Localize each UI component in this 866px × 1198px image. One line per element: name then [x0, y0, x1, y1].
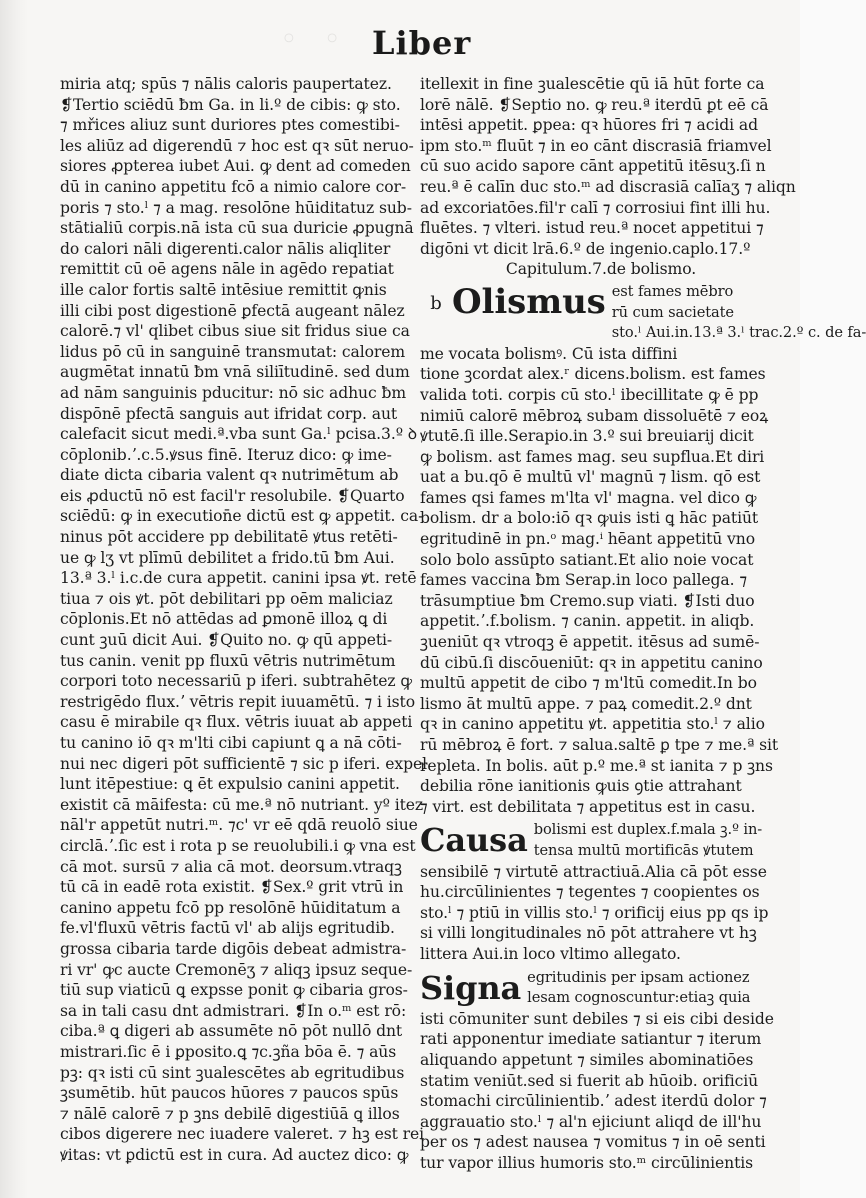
text-line: ❡Tertio sciēdū ƀm Ga. in li.º de cibis: ꝙ sto.	[60, 95, 401, 114]
text-line: est fames mēbro	[611, 282, 734, 300]
text-line: lunt itēpestiue: ꝗ ēt expulsio canini appetit.	[60, 775, 400, 794]
text-line: lorē nālē. ❡Septio no. ꝙ reu.ª iterdū ꝑt eē cā	[420, 95, 769, 114]
text-line: stomachi circūlinientib.ʼ adest iterdū dolor ⁊	[420, 1092, 767, 1111]
text-line: poris ⁊ sto.ˡ ⁊ a mag. resolōne hūiditatuz sub-	[60, 198, 412, 217]
text-line: les aliūz ad digerendū ⁊ hoc est qꝛ sūt neruo-	[60, 136, 414, 155]
text-line: canino appetu fcō pp resolōnē hūiditatum a	[60, 898, 401, 917]
text-line: dispōnē pfectā sanguis aut ifridat corp. aut	[60, 404, 398, 423]
text-line: sa in tali casu dnt admistrari. ❡In o.ᵐ est rō:	[60, 1001, 407, 1020]
text-line: itellexit in fine ꝫualescētie qū iā hūt forte ca	[420, 75, 765, 93]
text-line: cā mot. sursū ⁊ alia cā mot. deorsum.vtraqꝫ	[60, 857, 402, 876]
text-line: cunt ꝫuū dicit Aui. ❡Quito no. ꝙ qū appeti-	[60, 631, 393, 650]
text-line: bolismi est duplex.f.mala ꝫ.º in-	[533, 821, 763, 839]
text-line: illi cibi post digestionē ꝑfectā augeant nālez	[60, 301, 405, 320]
text-line: restrigēdo flux.ʼ vētris repit iuuamētū. ⁊ i isto	[60, 692, 415, 711]
text-line: ꝫueniūt qꝛ vtroqꝫ ē appetit. itēsus ad sumē-	[420, 633, 760, 652]
text-line: 13.ª 3.ˡ i.c.de cura appetit. canini ipsa ꝟt. retē	[60, 569, 417, 588]
text-line: tus canin. venit pp fluxū vētris nutrimētum	[60, 651, 396, 670]
text-line: fames qsi fames m'lta vl' magna. vel dico ꝙ	[420, 488, 757, 507]
text-line: cibos digerere nec iuadere valeret. ⁊ hꝫ est rei	[60, 1125, 425, 1144]
text-line: me vocata bolismꝰ. Cū ista diffini	[420, 344, 678, 363]
text-line: do calori nāli digerenti.calor nālis aliqliter	[60, 239, 391, 258]
initial-word-lines	[612, 282, 866, 344]
text-line: solo bolo assūpto satiant.Et alio noie vocat	[420, 550, 754, 569]
text-line: sto.ˡ ⁊ ptiū in villis sto.ˡ ⁊ orificij eius pp qs ip	[420, 903, 769, 922]
text-line: cū suo acido sapore cānt appetitū itēsuʒ.ſi n	[420, 157, 766, 176]
signa-heading-lines	[527, 968, 772, 1009]
text-line: ad excoriatōes.fil'r calī ⁊ corrosiui fint illi hu.	[420, 198, 771, 217]
text-line: egritudinē in pn.ᵒ mag.ⁱ hēant appetitū vno	[420, 530, 755, 549]
right-column	[420, 74, 866, 1173]
text-line: miria atq; spūs ⁊ nālis caloris paupertatez.	[60, 75, 392, 93]
text-line: valida toti. corpis cū sto.ˡ ibecillitate ꝙ ē pp	[420, 385, 759, 404]
text-line: trāsumptiue ƀm Cremo.sup viati. ❡Isti duo	[420, 591, 755, 610]
text-line: sciēdū: ꝙ in execution̄e dictū est ꝙ appetit. ca-	[60, 507, 424, 526]
text-line: appetit.ʼ.f.bolism. ⁊ canin. appetit. in aliqb.	[420, 612, 755, 631]
text-line: egritudinis per ipsam actionez	[527, 968, 750, 986]
text-line: ille calor fortis saltē intēsiue remittit ꝙnis	[60, 280, 387, 299]
text-line: tu canino iō qꝛ m'lti cibi capiunt ꝗ a nā cōti-	[60, 734, 402, 752]
text-line: ꝙ bolism. ast fames mag. seu supflua.Et diri	[420, 447, 765, 466]
text-line: diate dicta cibaria valent qꝛ nutrimētum ab	[60, 466, 399, 485]
text-line: remittit cū oē agens nāle in agēdo repatiat	[60, 260, 394, 279]
text-line: fames vaccina ƀm Serap.in loco pallega. ⁊	[420, 571, 747, 590]
right-column-middle-text	[420, 344, 779, 818]
bleed-through-text: ◦ ◦	[280, 22, 349, 57]
text-line: aggrauatio sto.ˡ ⁊ al'n ejiciunt aliqd de ill'hu	[420, 1112, 762, 1131]
text-line: grossa cibaria tarde digōis debeat admistra-	[60, 939, 407, 958]
text-line: isti cōmuniter sunt debiles ⁊ si eis cibi deside	[420, 1009, 774, 1028]
text-line: circlā.ʼ.ſic est i rota p se reuolubili.i ꝙ vna est	[60, 836, 416, 855]
text-line: ⁊ mřices aliuz sunt duriores ptes comestibi-	[60, 116, 400, 135]
right-column-top-text	[420, 74, 796, 259]
text-line: nui nec digeri pōt sufficientē ⁊ sic p iferi. expel	[60, 754, 427, 773]
text-line: siores ꝓpterea iubet Aui. ꝙ dent ad comeden	[60, 157, 411, 176]
causa-heading-lines	[534, 820, 772, 861]
text-line: tur vapor illius humoris sto.ᵐ circūlinientis	[420, 1153, 754, 1172]
causa-section	[420, 820, 772, 861]
text-line: si villi longitudinales nō pōt attrahere vt hꝫ	[420, 924, 757, 943]
text-line: nāl'r appetūt nutri.ᵐ. ⁊c' vr eē qdā reuolō siue	[60, 816, 418, 835]
text-line: lismo āt multū appe. ⁊ paꝝ comedit.2.º dnt	[420, 694, 752, 713]
text-line: statim veniūt.sed si fuerit ab hūoib. orificiū	[420, 1071, 759, 1090]
text-line: ue ꝙ lʒ vt plīmū debilitet a frido.tū ƀm Aui.	[60, 548, 395, 567]
text-line: uat a bu.qō ē multū vl' magnū ⁊ lism. qō est	[420, 468, 761, 487]
text-line: calefacit sicut medi.ª.vba sunt Ga.ˡ pcisa.3.º ꝺ	[60, 425, 418, 444]
text-line: ipm sto.ᵐ fluūt ⁊ in eo cānt discrasiā friamvel	[420, 136, 772, 155]
text-line: fe.vl'fluxū vētris factū vl' ab alijs egritudib.	[60, 919, 395, 938]
signa-section	[420, 968, 772, 1009]
text-line: per os ⁊ adest nausea ⁊ vomitus ⁊ in oē senti	[420, 1133, 766, 1152]
text-line: casu ē mirabile qꝛ flux. vētris iuuat ab appeti	[60, 713, 413, 732]
text-line: dū cibū.ſi discōueniūt: qꝛ in appetitu canino	[420, 653, 763, 672]
chapter-heading: Capitulum.7.de bolismo.	[505, 260, 697, 279]
text-line: dū in canino appetitu fcō a nimio calore cor-	[60, 177, 407, 196]
text-line: sto.ˡ Aui.in.13.ª 3.ˡ trac.2.º c. de fa-	[611, 324, 866, 342]
text-line: cōplonib.ʼ.c.5.ꝟsus finē. Iteruz dico: ꝙ ime-	[60, 445, 392, 464]
signa-heading: Signa	[420, 968, 522, 1007]
page-edge-shadow	[0, 0, 28, 1198]
text-line: tiū sup viaticū ꝗ expsse ponit ꝙ cibaria gros-	[60, 981, 408, 1000]
text-line: stātialiū corpis.nā ista cū sua duricie ꝓpugnā	[60, 219, 414, 238]
text-line: rati apponentur imediate satiantur ⁊ iterum	[420, 1030, 762, 1049]
text-line: aliquando appetunt ⁊ similes abominatiōes	[420, 1050, 754, 1069]
text-line: nimiū calorē mēbroꝝ subam dissoluētē ⁊ eoꝝ	[420, 406, 769, 425]
text-line: pꝫ: qꝛ isti cū sint ꝫualescētes ab egritudibus	[60, 1063, 405, 1082]
text-line: fluētes. ⁊ vlteri. istud reu.ª nocet appetitui ⁊	[420, 219, 764, 238]
text-line: ad nām sanguinis pducitur: nō sic adhuc ƀm	[60, 383, 407, 402]
text-line: ⁊ nālē calorē ⁊ p ꝫns debilē digestiūā ꝗ illos	[60, 1104, 400, 1123]
text-line: ri vr' ꝙc aucte Cremonēʒ ⁊ aliqꝫ ipsuz seque-	[60, 960, 413, 979]
text-line: ninus pōt accidere pp debilitatē ꝟtus retēti-	[60, 528, 398, 547]
text-line: augmētat innatū ƀm vnā siliītudinē. sed dum	[60, 363, 410, 382]
chapter-opening	[420, 281, 866, 344]
text-line: corpori toto necessariū p iferi. subtrahētez ꝙ	[60, 672, 412, 691]
text-line: tensa multū mortificās ꝟtutem	[533, 841, 754, 859]
left-column	[60, 74, 427, 1165]
text-line: repleta. In bolis. aūt p.º me.ª st ianita ⁊ p ꝫns	[420, 756, 773, 775]
text-line: hu.circūlinientes ⁊ tegentes ⁊ coopientes os	[420, 883, 760, 902]
text-line: ciba.ª ꝗ digeri ab assumēte nō pōt nullō dnt	[60, 1022, 403, 1041]
text-line: rū cum sacietate	[611, 303, 734, 321]
text-line: intēsi appetit. ꝑpea: qꝛ hūores fri ⁊ acidi ad	[420, 116, 758, 135]
text-line: lidus pō cū in sanguinē transmutat: calorem	[60, 342, 406, 361]
text-line: littera Aui.in loco vltimo allegato.	[420, 944, 681, 963]
causa-heading: Causa	[420, 821, 528, 860]
text-line: lesam cognoscuntur:etiaꝫ quia	[527, 989, 751, 1007]
text-line: ꝫsumētib. hūt paucos hūores ⁊ paucos spūs	[60, 1084, 399, 1103]
text-line: tū cā in eadē rota existit. ❡Sex.º grit vtrū in	[60, 878, 404, 897]
text-line: debilia rōne ianitionis ꝙuis ꝯtie attrahant	[420, 777, 742, 796]
text-line: cōplonis.Et nō attēdas ad ꝑmonē illoꝝ ꝗ di	[60, 610, 388, 629]
text-line: reu.ª ē calīn duc sto.ᵐ ad discrasiā calīaʒ ⁊ aliqn	[420, 177, 796, 196]
text-line: sensibilē ⁊ virtutē attractiuā.Alia cā pōt esse	[420, 862, 767, 881]
text-line: calorē.⁊ vl' qlibet cibus siue sit fridus siue ca	[60, 322, 410, 341]
right-column-bottom-text	[420, 1009, 772, 1174]
text-line: ꝟitas: vt ꝑdictū est in cura. Ad auctez dico: ꝙ	[60, 1145, 409, 1164]
text-line: multū appetit de cibo ⁊ m'ltū comedit.In bo	[420, 674, 757, 693]
text-line: rū mēbroꝝ ē fort. ⁊ salua.saltē ꝑ tpe ⁊ me.ª sit	[420, 736, 779, 754]
causa-text	[420, 862, 772, 965]
running-head: Liber	[372, 24, 472, 62]
text-line: bolism. dr a bolo:iō qꝛ ꝙuis isti ꝗ hāc patiūt	[420, 509, 759, 528]
text-line: tione ꝫcordat alex.ʳ dicens.bolism. est fames	[420, 365, 766, 384]
text-line: ꝟtutē.ſi ille.Serapio.in 3.º sui breuiarij dicit	[420, 427, 754, 446]
marginal-letter: b	[430, 292, 442, 314]
text-line: digōni vt dicit lrā.6.º de ingenio.caplo.17.º	[420, 239, 751, 258]
text-line: existit cā māifesta: cū me.ª nō nutriant. yº itez	[60, 795, 423, 814]
initial-word: Olismus	[452, 281, 606, 322]
text-line: ⁊ virt. est debilitata ⁊ appetitus est in casu.	[420, 797, 756, 816]
text-line: tiua ⁊ ois ꝟt. pōt debilitari pp oēm maliciaz	[60, 589, 393, 608]
text-line: eis ꝓductū nō est facil'r resolubile. ❡Quarto	[60, 486, 405, 505]
text-line: mistrari.ſic ē i ꝑposito.ꝗ ⁊c.ꝫña bōa ē. ⁊ aūs	[60, 1042, 397, 1061]
text-line: qꝛ in canino appetitu ꝟt. appetitia sto.ˡ ⁊ alio	[420, 715, 765, 734]
